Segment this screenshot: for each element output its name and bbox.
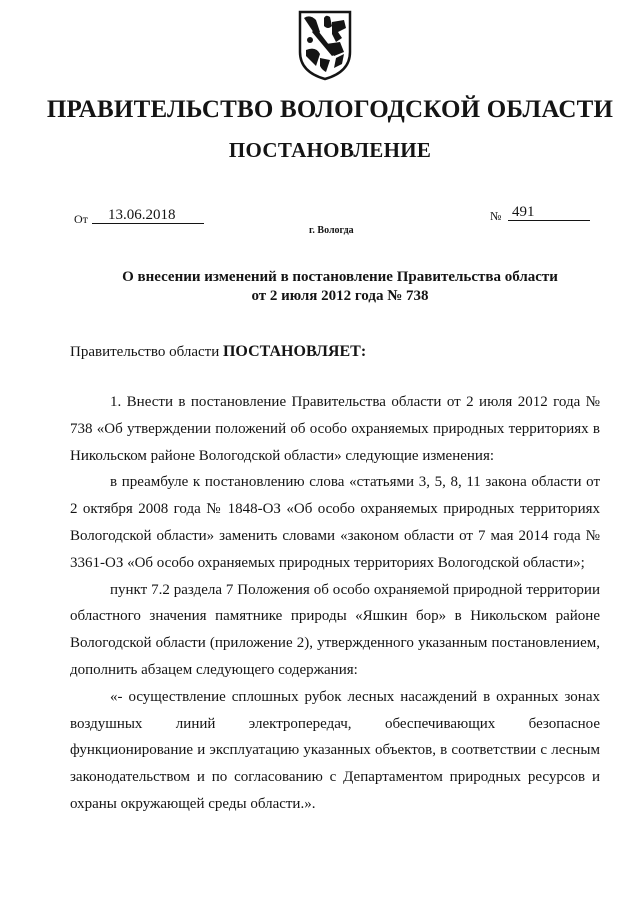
- vologda-coat-of-arms-icon: [296, 8, 354, 82]
- government-title: ПРАВИТЕЛЬСТВО ВОЛОГОДСКОЙ ОБЛАСТИ: [46, 96, 614, 123]
- city-label: г. Вологда: [309, 225, 354, 236]
- number-value: 491: [508, 204, 590, 221]
- document-body: [70, 389, 600, 818]
- document-subject: [90, 268, 590, 306]
- date-value: 13.06.2018: [92, 207, 204, 224]
- subject-line-2: от 2 июля 2012 года № 738: [251, 288, 429, 304]
- document-type: ПОСТАНОВЛЕНИЕ: [228, 138, 432, 162]
- preamble-text: Правительство области: [70, 344, 223, 360]
- preamble: [70, 343, 366, 361]
- item-1-paragraph: 1. Внести в постановление Правительства области от 2 июля 2012 года № 738 «Об утверждении положений об особо охраняемых природных территориях в Никольском районе Вологодской области» следующие изменения:: [70, 394, 600, 464]
- subject-line-1: О внесении изменений в постановление Правительства области: [122, 269, 558, 285]
- point-change-paragraph: пункт 7.2 раздела 7 Положения об особо охраняемой природной территории областного значения памятнике природы «Яшкин бор» в Никольском районе Вологодской области (приложение 2), утвержденного указанным постановлением, дополнить абзацем следующего содержания:: [70, 581, 600, 678]
- number-label: №: [490, 209, 502, 223]
- date-label: От: [74, 212, 88, 226]
- preamble-change-paragraph: в преамбуле к постановлению слова «статьями 3, 5, 8, 11 закона области от 2 октября 2008 года № 1848-ОЗ «Об особо охраняемых природных территориях Вологодской области» заменить словами «законом области от 7 мая 2014 года № 3361-ОЗ «Об особо охраняемых природных территориях Вологодской области»;: [70, 474, 600, 571]
- quoted-addition-paragraph: «- осуществление сплошных рубок лесных насаждений в охранных зонах воздушных линий электропередач, обеспечивающих безопасное функционирование и эксплуатацию указанных объектов, в соответствии с лесным законодательством и по согласованию с Департаментом природных ресурсов и охраны окружающей среды области.».: [70, 688, 600, 812]
- preamble-emphasis: ПОСТАНОВЛЯЕТ:: [222, 343, 367, 360]
